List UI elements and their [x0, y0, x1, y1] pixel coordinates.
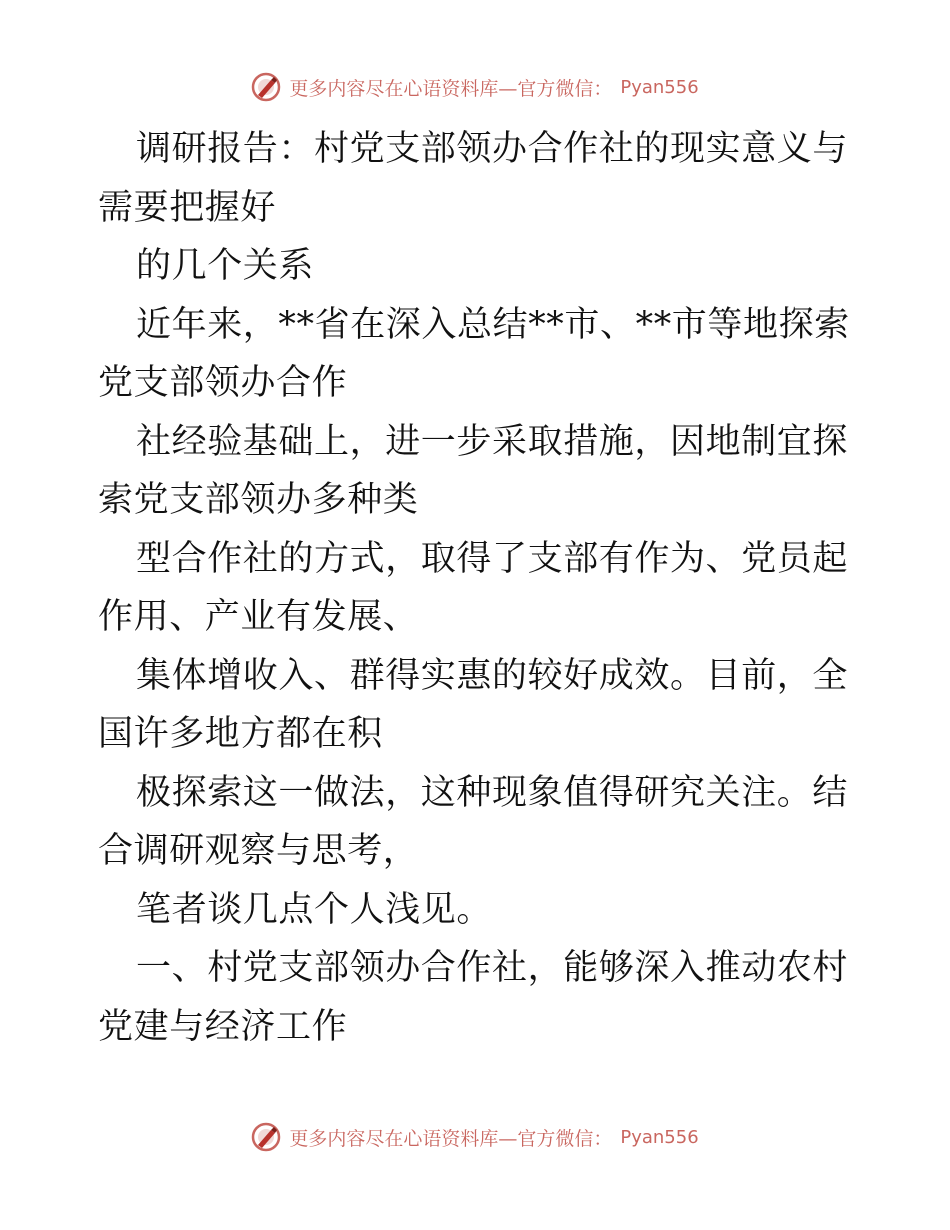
paragraph: 型合作社的方式，取得了支部有作为、党员起作用、产业有发展、 [98, 538, 849, 637]
pen-logo-icon [251, 1122, 281, 1152]
paragraph: 近年来，**省在深入总结**市、**市等地探索党支部领办合作 [98, 304, 850, 403]
paragraph: 笔者谈几点个人浅见。 [136, 889, 493, 930]
watermark-wechat-id: Pyan556 [620, 76, 699, 98]
paragraph: 的几个关系 [136, 246, 315, 286]
paragraph: 社经验基础上，进一步采取措施，因地制宜探索党支部领办多种类 [98, 421, 849, 520]
paragraph: 调研报告：村党支部领办合作社的现实意义与需要把握好 [98, 129, 849, 228]
header-watermark [0, 72, 950, 102]
paragraph: 极探索这一做法，这种现象值得研究关注。结合调研观察与思考， [98, 772, 849, 871]
document-body [98, 120, 858, 1056]
footer-watermark [0, 1122, 950, 1152]
watermark-wechat-id: Pyan556 [620, 1126, 699, 1148]
watermark-text: 更多内容尽在心语资料库—官方微信： [289, 1127, 613, 1150]
pen-logo-icon [251, 72, 281, 102]
paragraph: 集体增收入、群得实惠的较好成效。目前，全国许多地方都在积 [98, 655, 849, 754]
section-heading: 一、村党支部领办合作社，能够深入推动农村党建与经济工作 [98, 948, 849, 1047]
watermark-text: 更多内容尽在心语资料库—官方微信： [289, 77, 613, 100]
